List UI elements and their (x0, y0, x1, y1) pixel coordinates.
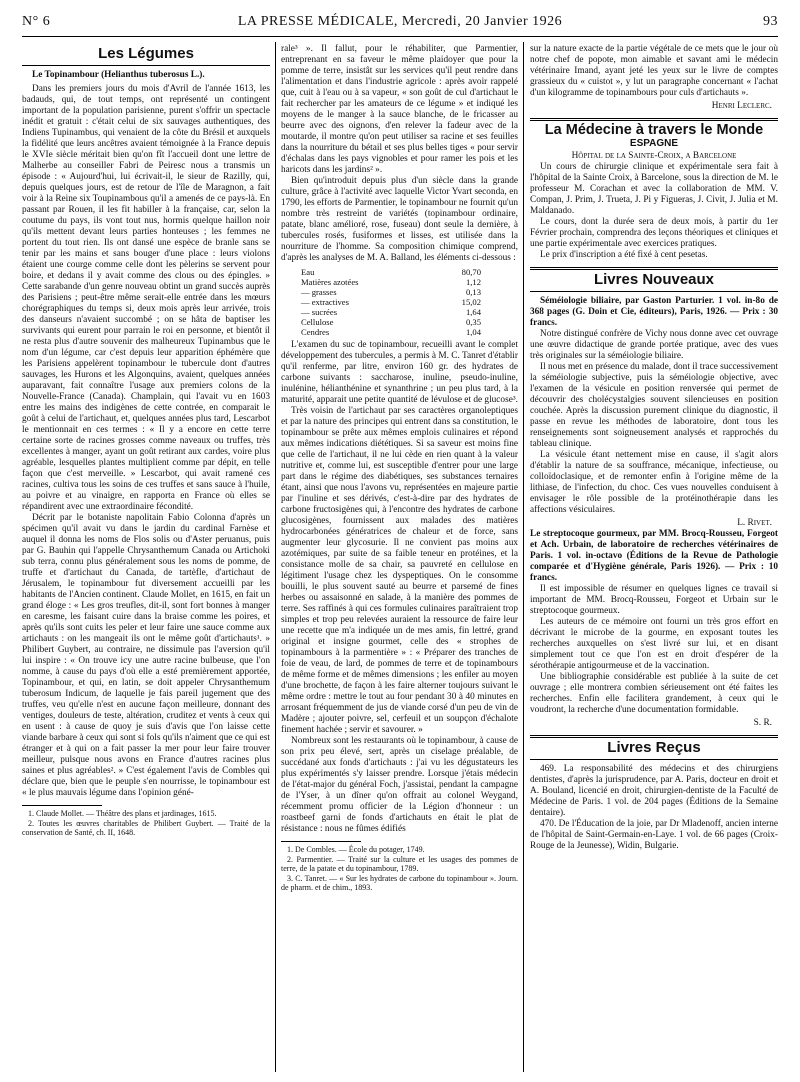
page-header (22, 14, 778, 32)
section-title-livres-recus: Livres Reçus (607, 739, 701, 756)
article-title: Le Topinambour (Helianthus tuberosus L.). (32, 70, 205, 80)
signature: S. R. (753, 718, 772, 728)
table-row: Eau 80,70 (301, 267, 481, 277)
signature: L. Rivet. (737, 518, 772, 528)
paragraph: Notre distingué confrère de Vichy nous donne avec cet ouvrage une œuvre didactique de grande portée pratique, avec des vues très originales sur la séméiologie biliaire. (530, 329, 778, 361)
paragraph: Un cours de chirurgie clinique et expérimentale sera fait à l'hôpital de la Sainte Croix, à Barcelone, sous la direction de M. le professeur M. Corachan et avec la collaboration de MM. V. Compan, J. Prim, J. Trueta, J. Pi y Figueras, J. Civit, J. Julia et M. Maldanado. (530, 162, 778, 216)
section-title-medecine: La Médecine à travers le Monde (544, 122, 764, 138)
table-row: — sucrées 1,64 (301, 307, 481, 317)
column-3 (530, 44, 778, 1072)
footnote: 2. Toutes les œuvres charitables de Philibert Guybert. — Traité de la conservation de Santé, ch. II, 1648. (22, 818, 270, 838)
list-item: 469. La responsabilité des médecins et des chirurgiens dentistes, d'après la jurisprudence, par A. Paris, docteur en droit et A. Bouland, licencié en droit, chirurgien-dentiste de la Faculté de Médecine de Paris. 1 vol. de 204 pages (Éditions de la Semaine dentaire). (530, 764, 778, 818)
column-rule-2 (523, 42, 524, 1072)
section-title-livres-nouveaux: Livres Nouveaux (593, 271, 715, 288)
paragraph: rale³ ». Il fallut, pour le réhabiliter, que Parmentier, entreprenant en sa faveur le même plaidoyer que pour la pomme de terre, insistât sur les services qu'il peut rendre dans l'alimentation et dans l'industrie agricole : après avoir rappelé que, cuit à l'eau ou à sa vapeur, « son goût de cul d'artichaut le fait rechercher par les amateurs de ce légume » et indiqué les moyens de le manger à la sauce blanche, de le fricasser au beurre avec des oignons, d'en relever la fadeur avec de la moutarde, il montre qu'on peut utiliser sa racine et ses feuilles dans la nourriture du bétail et ses plus belles tiges « pour servir d'échalas dans les pays vignobles et pour ramer les pois et les haricots dans les jardins² ». (281, 44, 518, 175)
table-row: Cellulose 0,35 (301, 317, 481, 327)
paragraph: Une bibliographie considérable est publiée à la suite de cet ouvrage ; elle montrera combien sérieusement ont été faites les recherches. Enfin elle facilitera grandement, à ceux qui le voudront, la recherche d'une documentation formidable. (530, 672, 778, 715)
paragraph: Bien qu'introduit depuis plus d'un siècle dans la grande culture, grâce à l'activité avec laquelle Victor Yvart seconda, en 1790, les efforts de Parmentier, le topinambour ne fournit qu'un nombre très restreint de variétés (topinambour ordinaire, patate, blanc amélioré, rose, fuseau) dont seule la dernière, à tubercules rosés, fusiformes et lisses, est utilisée dans la nourriture de l'homme. Sa composition chimique comprend, d'après les analyses de M. A. Balland, les éléments ci-dessous : (281, 176, 518, 263)
footnote-rule (22, 805, 102, 806)
paragraph: Le prix d'inscription a été fixé à cent pesetas. (540, 250, 708, 260)
paragraph: Dans les premiers jours du mois d'Avril de l'année 1613, les badauds, qui, de tout temps, ont représenté un contingent important de la population parisienne, purent s'offrir un spectacle inédit et gratuit : c'était celui de six sauvages authentiques, des Indiens Tupinambus, qui venaient de la côte du Brésil et auxquels la fidélité que leurs ancêtres avaient témoignée à la France depuis le XVIe siècle méritait bien qu'on fît l'accueil dont une lettre de Malherbe au conseiller Fabri de Peiresc nous a transmis un épisode : « Aujourd'hui, lui écrivait-il, le sieur de Razilly, qui, depuis quelques jours, est de retour de l'île de Maragnon, a fait voir à la Reine six Toupinambous qu'il a amenés de ce pays-là. En passant par Rouen, il les fit habiller à la française, car, selon la coutume du pays, ils vont tout nus, hormis quelque haillon noir qu'ils mettent devant leurs parties honteuses ; les femmes ne portent du tout rien. Ils ont dansé une espèce de branle sans se tenir par les mains et sans bouger d'une place : leurs violons étaient une courge comme celle dont les pèlerins se servent pour boire, et dedans il y avait comme des clous ou des épingles. » Cette sarabande d'un genre nouveau obtint un grand succès auprès des Parisiens ; peut-être même serait-elle entrée dans les mœurs chorégraphiques du temps si, deux mois après leur arrivée, trois des danseurs n'avaient succombé ; on se hâta de baptiser les survivants qui eurent pour parrain le roi en personne, et bientôt il ne resta plus d'autre souvenir des malheureux Tupinambus que le nom d'un légume, car c'est depuis leur apparition éphémère que les Parisiens appelèrent topinambour le tubercule dont d'autres sauvages, les Hurons et les Algonquins, avaient, quelques années auparavant, fait connaître l'usage aux premiers colons de la Nouvelle-France (Canada). Champlain, qui l'avait vu en 1603 entre les mains des indigènes de cette contrée, en comparait le goût à celui de l'artichaut, et, quelques années plus tard, Lescarbot le mentionnait en ces termes : « Il y a encore en cette terre certaine sorte de racines grosses comme naveaux ou truffes, très excellentes à manger, ayant un goût retirant aux cardes, voire plus agréable, lesquelles plantes multiplient comme par dépit, en telle façon que c'est merveille. » Lescarbot, qui avait ramené ces racines, cultiva tous les soins de ces truffes et sans sauce à l'huile, au poivre et au vinaigre, en rapporta en France où elles se répandirent avec une extraordinaire fécondité. (22, 84, 270, 512)
paragraph: La vésicule étant nettement mise en cause, il s'agit alors d'établir la nature de sa souffrance, mécanique, infectieuse, ou colloïdoclasique, et de remonter enfin à l'origine même de la lithiase, de l'infection, du choc. Ces vues nouvelles conduisent à envisager le rôle possible de la protéinothérapie dans les affections vésiculaires. (530, 450, 778, 515)
table-row: Matières azotées 1,12 (301, 277, 481, 287)
paragraph: Il est impossible de résumer en quelques lignes ce travail si important de MM. Brocq-Rousseu, Forgeot et Urbain sur le streptocoque gourmeux. (530, 584, 778, 616)
paragraph: Décrit par le botaniste napolitain Fabio Colonna d'après un spécimen qu'il avait vu dans le jardin du cardinal Farnèse et auquel il donna les noms de Flos solis ou d'Aster peruanus, puis par G. Bauhin qui l'appelle Chrysanthemum Canada ou Artichoki sub terra, connu plus généralement sous les noms de pomme, de truffe et d'artichaut du Canada, de tartèfle, d'artichaut de Jérusalem, le topinambour fut diversement accueilli par les habitants de l'Ancien continent. Claude Mollet, en 1615, en fait un grand éloge : « Les gros treufles, dit-il, sont fort bonnes à manger en caresme, les faisant cuire dans la braise comme les poires, et après qu'ils sont cuits les peler et leur faire une sauce comme aux artichauts : on les mangeait ils ont le même goût d'artichauts¹. » Philibert Guybert, au contraire, ne dissimule pas l'aversion qu'il lui inspire : « On trouve icy une autre racine bulbeuse, que l'on nomme, à cause du pays d'où elle a esté premièrement apportée, Topinambour, et qui, en latin, se doit appeler Chrysanthemum tuberosum Indicum, de laquelle je fais pareil jugement que des truffes, veu qu'elle n'est en aucune façon meilleure, donnant des ventiges, douleurs de teste, altération, cruditez et vents à ceux qui en usent : à cause de quoy je suis d'avis que l'on laisse cette viande barbare à ceux qui sont si fols qu'ils n'aiment que ce qui est étranger et à qui on a fait passer la mer pour leur faire trouver meilleur, pulsque nous avons en France d'autres racines plus saines et plus agréables². » C'est également l'avis de Combles qui déclare que, bien que le peuple s'en nourrisse, le topinambour est « le plus mauvais légume dans l'opinion géné- (22, 513, 270, 798)
footnote: 3. C. Tanret. — « Sur les hydrates de carbone du topinambour ». Journ. de pharm. et de chim., 1893. (281, 873, 518, 893)
place-heading: Hôpital de la Sainte-Croix, a Barcelone (571, 151, 737, 161)
paragraph: Très voisin de l'artichaut par ses caractères organoleptiques et par la nature des principes qui entrent dans sa constitution, le topinambour se prête aux mêmes emplois culinaires et répond aux mêmes indications diététiques. Si sa saveur est moins fine que celle de l'artichaut, il ne lui cède en rien quant à la valeur nutritive et, comme lui, est susceptible d'entrer pour une large part dans le régime des diabétiques, ses substances ternaires étant, ainsi que nous l'avons vu, représentées en majeure partie par l'inuline et ses dérivés, c'est-à-dire par des hydrates de carbone fructosigènes qui, à l'encontre des hydrates de carbone glucosigènes, fournissent aux malades des matières hydrocarbonées génératrices de chaleur et de force, sans augmenter leur glycosurie. Il ne convient pas moins aux azotémiques, par suite de sa faible teneur en protéines, et la consistance molle de sa chair, sa pauvreté en cellulose en légitiment l'usage chez les dyspeptiques. On le consomme bouilli, le plus souvent sauté au beurre et parsemé de fines herbes ou assaisonné en salade, à la manière des pommes de terre. Ses raffinés à qui ces formules culinaires paraîtraient trop simples et trop peu relevées auraient la ressource de faire leur une recette que m'a indiquée un de mes amis, fin lettré, grand original et insigne gourmet, celle des « strophes de topinambours à la parmentière » : « Préparer des tranches de foie de veau, de lard, de pommes de terre et de topinambours de même forme et de mêmes dimensions ; les enfiler au moyen d'une brochette, de façon à les faire alterner toujours suivant le même ordre : mettre le tout au four pendant 30 à 40 minutes en arrosant fréquemment de jus de viande corsé d'un peu de vin de Madère ; ajouter poivre, sel, cerfeuil et un soupçon d'échalote finement hachée ; servir et savourer. » (281, 406, 518, 735)
column-1 (22, 44, 270, 1072)
book-title: Le streptocoque gourmeux, par MM. Brocq-Rousseu, Forgeot et Ach. Urbain, de laboratoire de recherches vétérinaires de Paris. 1 vol. in-octavo (Éditions de la Revue de Pathologie comparée et d'Hygiène générale, Paris 1926). — Prix : 10 francs. (530, 529, 778, 583)
section-rule (530, 735, 778, 738)
table-row: Cendres 1,04 (301, 327, 481, 337)
section-rule (22, 65, 270, 66)
table-row: — extractives 15,02 (301, 297, 481, 307)
footnote: 2. Parmentier. — Traité sur la culture et les usages des pommes de terre, de la patate et du topinambour, 1789. (281, 854, 518, 874)
composition-table (301, 267, 518, 337)
signature: Henri Leclerc. (711, 101, 772, 111)
paragraph: Le cours, dont la durée sera de deux mois, à partir du 1er Février prochain, comprendra des leçons théoriques et cliniques et une partie expérimentale avec exercices pratiques. (530, 217, 778, 249)
column-2 (281, 44, 518, 1072)
paragraph: sur la nature exacte de la partie végétale de ce mets que le jour où notre chef de popote, mon aimable et savant ami le médecin vétérinaire Imand, ayant jeté les yeux sur le livre de comptes grassieux du « cuistot », y lut un paragraphe concernant « l'achat d'un kilogramme de topinambours pour culs d'artichauts ». (530, 44, 778, 98)
issue-number: N° 6 (22, 14, 51, 29)
paragraph: L'examen du suc de topinambour, recueilli avant le complet développement des tubercules, a permis à M. C. Tanret d'établir qu'il renferme, par litre, environ 160 gr. des hydrates de carbone suivants : saccharose, inuline, pseudo-inuline, inulénine, hélianthénine et synanthrine ; un peu plus tard, à la maturité, apparait une petite quantité de lévulose et de glucose³. (281, 340, 518, 405)
paragraph: Nombreux sont les restaurants où le topinambour, à cause de son prix peu élevé, sert, après un ciselage préalable, de succédané aux fonds d'artichauts : j'ai vu les dégustateurs les plus expérimentés s'y laisser prendre. Lorsque j'étais médecin de l'état-major du général Foch, j'assistai, pendant la campagne de l'Yser, à un dîner qu'on offrait au colonel Weygand, récemment promu officier de la Légion d'honneur : un roastbeef garni de fonds d'artichauts en était le plat de résistance : nous ne fûmes édifiés (281, 736, 518, 834)
table-row: — grasses 0,13 (301, 287, 481, 297)
page-number: 93 (763, 14, 778, 29)
book-title: Séméiologie biliaire, par Gaston Parturier. 1 vol. in-8o de 368 pages (G. Doin et Cie, éditeurs), Paris, 1926. — Prix : 30 francs. (530, 296, 778, 328)
section-rule (530, 267, 778, 270)
paragraph: Les auteurs de ce mémoire ont fourni un très gros effort en décrivant le microbe de la gourme, en exposant toutes les recherches auxquelles on s'est livré sur lui, et en disant simplement tout ce que l'on est en droit d'espérer de la sérothérapie antigourmeuse et de la vaccination. (530, 617, 778, 671)
header-rule (22, 36, 778, 37)
section-title-legumes: Les Légumes (98, 45, 194, 62)
footnote: 1. De Combles. — École du potager, 1749. (287, 845, 425, 854)
section-rule (530, 291, 778, 292)
column-rule-1 (275, 42, 276, 1072)
list-item: 470. De l'Éducation de la joie, par Dr Mladenoff, ancien interne de l'hôpital de Saint-Germain-en-Laye. 1 vol. de 66 pages (Croix-Rouge de la Jeunesse), Widin, Bulgarie. (530, 819, 778, 851)
section-rule (530, 759, 778, 760)
country-heading: ESPAGNE (629, 138, 679, 149)
section-rule (530, 118, 778, 121)
journal-title: LA PRESSE MÉDICALE, Mercredi, 20 Janvier 1926 (237, 14, 563, 29)
footnote-rule (281, 841, 361, 842)
footnote: 1. Claude Mollet. — Théâtre des plans et jardinages, 1615. (28, 809, 217, 818)
paragraph: Il nous met en présence du malade, dont il trace successivement la séméiologie subjective, puis la séméiologie objective, avec l'examen de la vésicule en position renversée qui permet de découvrir des cholécystalgies souvent silencieuses en position couchée. Après la discussion purement clinique du diagnostic, il passe en revue les méthodes de laboratoire, dont tous les renseignements sont soigneusement analysés et rapprochés du tableau clinique. (530, 362, 778, 449)
